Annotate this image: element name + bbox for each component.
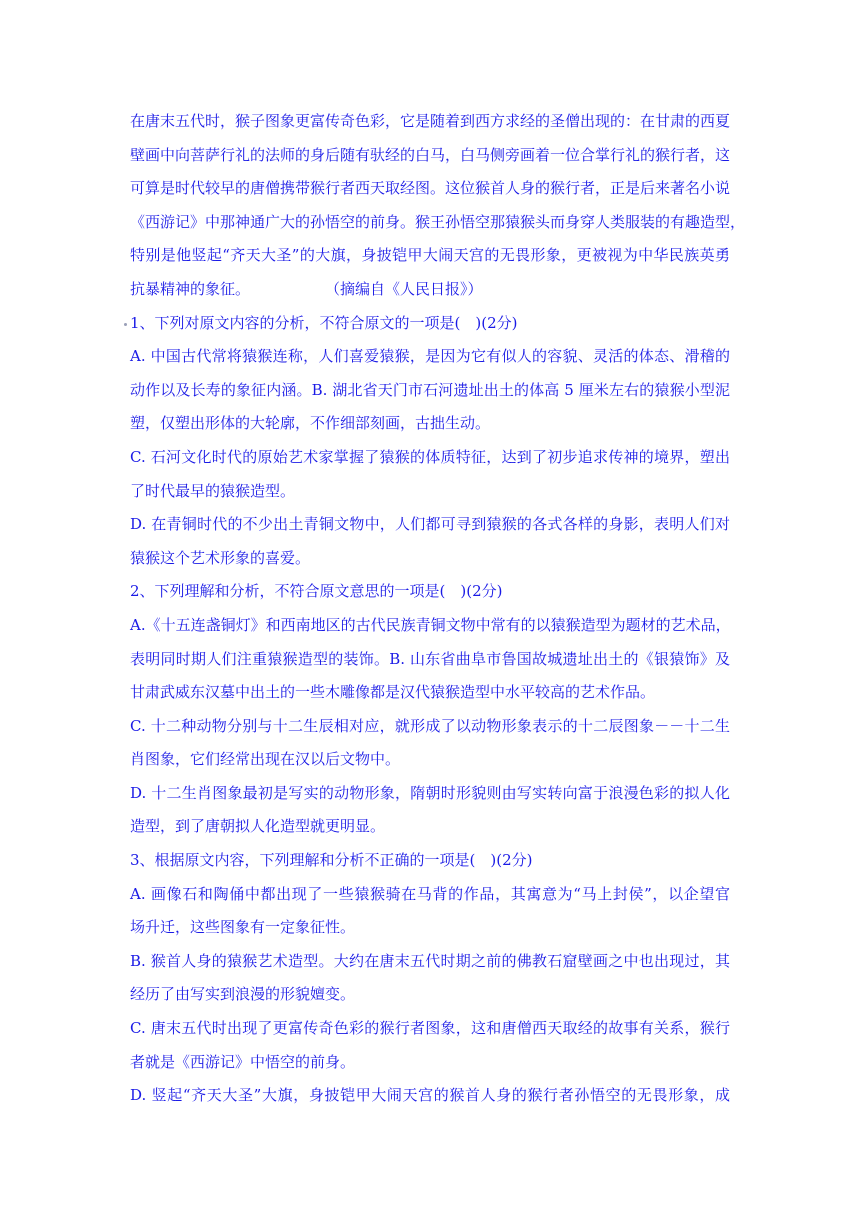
option-line: C. 石河文化时代的原始艺术家掌握了猿猴的体质特征，达到了初步追求传神的境界，塑出 — [130, 447, 730, 466]
document-body — [130, 105, 746, 1113]
bullet-marker — [124, 323, 127, 326]
option-line: C. 唐末五代时出现了更富传奇色彩的猴行者图象，这和唐僧西天取经的故事有关系，猴行 — [130, 1019, 730, 1038]
option-line: D. 竖起“齐天大圣”大旗，身披铠甲大闹天宫的猴首人身的猴行者孙悟空的无畏形象，成 — [130, 1086, 730, 1105]
question-3-header: 3、根据原文内容，下列理解和分析不正确的一项是( )(2分) — [130, 851, 533, 870]
question-1-header — [130, 307, 730, 341]
paragraph-line: 《西游记》中那神通广大的孙悟空的前身。猴王孙悟空那猿猴头而身穿人类服装的有趣造型， — [130, 212, 746, 231]
option-line: D. 十二生肖图象最初是写实的动物形象，隋朝时形貌则由写实转向富于浪漫色彩的拟人化 — [130, 783, 730, 802]
option-line: A. 画像石和陶俑中都出现了一些猿猴骑在马背的作品，其寓意为“马上封侯”，以企望官 — [130, 884, 730, 903]
paragraph-line: 可算是时代较早的唐僧携带猴行者西天取经图。这位猴首人身的猴行者，正是后来著名小说 — [130, 179, 731, 198]
option-line: A.《十五连盏铜灯》和西南地区的古代民族青铜文物中常有的以猿猴造型为题材的艺术品， — [130, 615, 731, 634]
option-line: 经历了由写实到浪漫的形貌嬗变。 — [130, 985, 356, 1004]
option-line: 猿猴这个艺术形象的喜爱。 — [130, 548, 311, 567]
option-line: 动作以及长寿的象征内涵。B. 湖北省天门市石河遗址出土的体高 5 厘米左右的猿猴小型泥 — [130, 380, 730, 399]
option-line: 甘肃武威东汉墓中出土的一些木雕像都是汉代猿猴造型中水平较高的艺术作品。 — [130, 683, 656, 702]
option-line: D. 在青铜时代的不少出土青铜文物中，人们都可寻到猿猴的各式各样的身影，表明人们对 — [130, 515, 730, 534]
question-2-header: 2、下列理解和分析，不符合原文意思的一项是( )(2分) — [130, 582, 503, 601]
option-line: C. 十二种动物分别与十二生辰相对应，就形成了以动物形象表示的十二辰图象－－十二生 — [130, 716, 730, 735]
option-line: 造型，到了唐朝拟人化造型就更明显。 — [130, 817, 386, 836]
paragraph-line: 特别是他竖起“齐天大圣”的大旗，身披铠甲大闹天宫的无畏形象，更被视为中华民族英勇 — [130, 246, 730, 265]
source-citation-line: 抗暴精神的象征。 （摘编自《人民日报》） — [130, 279, 483, 298]
option-line: 肖图象，它们经常出现在汉以后文物中。 — [130, 750, 401, 769]
paragraph-line: 在唐末五代时，猴子图象更富传奇色彩，它是随着到西方求经的圣僧出现的：在甘肃的西夏 — [130, 112, 731, 130]
option-line: 塑，仅塑出形体的大轮廓，不作细部刻画，古拙生动。 — [130, 414, 491, 433]
option-line: B. 猴首人身的猿猴艺术造型。大约在唐末五代时期之前的佛教石窟壁画之中也出现过，其 — [130, 951, 730, 970]
paragraph-line: 壁画中向菩萨行礼的法师的身后随有驮经的白马，白马侧旁画着一位合掌行礼的猴行者，这 — [130, 145, 731, 164]
option-line: 场升迁，这些图象有一定象征性。 — [130, 918, 356, 937]
option-line: 者就是《西游记》中悟空的前身。 — [130, 1052, 356, 1071]
option-line: A. 中国古代常将猿猴连称，人们喜爱猿猴，是因为它有似人的容貌、灵活的体态、滑稽的 — [130, 347, 730, 366]
question-1-text: 1、下列对原文内容的分析，不符合原文的一项是( )(2分) — [130, 313, 518, 332]
option-line: 了时代最早的猿猴造型。 — [130, 481, 296, 500]
option-line: 表明同时期人们注重猿猴造型的装饰。B. 山东省曲阜市鲁国故城遗址出土的《银猿饰》及 — [130, 649, 730, 668]
